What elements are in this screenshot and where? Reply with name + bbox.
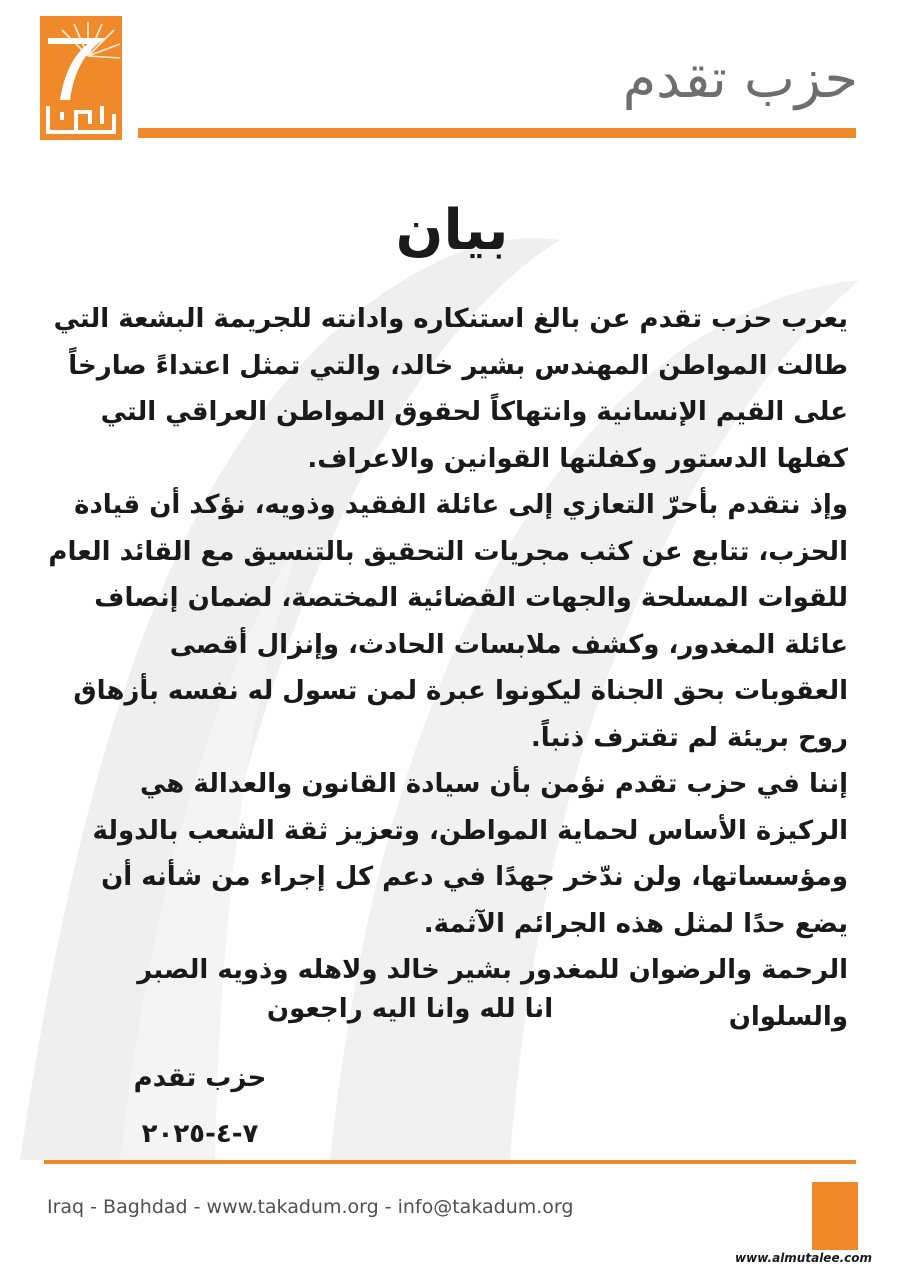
takadum-logo-icon — [40, 16, 122, 140]
header-divider — [138, 128, 856, 138]
statement-paragraph-4: الرحمة والرضوان للمغدور بشير خالد ولاهله وذويه الصبر والسلوان — [137, 955, 848, 1032]
signature-name: حزب تقدم — [133, 1063, 267, 1093]
statement-paragraph-1: يعرب حزب تقدم عن بالغ استنكاره وادانته للجريمة البشعة التي طالت المواطن المهندس بشير خالد، والتي تمثل اعتداءً صارخاً على القيم الإنسانية وانتهاكاً لحقوق المواطن العراقي التي كفلها الدستور وكفلتها القوانين والاعراف. — [53, 304, 848, 474]
statement-body — [48, 296, 848, 1040]
party-logo — [40, 16, 122, 140]
statement-paragraph-2: وإذ نتقدم بأحرّ التعازي إلى عائلة الفقيد وذويه، نؤكد أن قيادة الحزب، تتابع عن كثب مجريات التحقيق بالتنسيق مع القائد العام للقوات المسلحة والجهات القضائية المختصة، لضمان إنصاف عائلة المغدور، وكشف ملابسات الحادث، وإنزال أقصى العقوبات بحق الجناة ليكونوا عبرة لمن تسول له نفسه بأزهاق روح بريئة لم تقترف ذنباً. — [48, 490, 848, 753]
signature-date: ٧-٤-٢٠٢٥ — [141, 1119, 259, 1149]
footer-divider — [44, 1160, 856, 1164]
party-name-heading: حزب تقدم — [622, 47, 858, 110]
statement-paragraph-3: إننا في حزب تقدم نؤمن بأن سيادة القانون والعدالة هي الركيزة الأساس لحماية المواطن، وتعزيز ثقة الشعب بالدولة ومؤسساتها، ولن ندّخر جهدًا في دعم كل إجراء من شأنه أن يضع حدًا لمثل هذه الجرائم الآثمة. — [92, 769, 848, 939]
footer-contact: Iraq - Baghdad - www.takadum.org - info@takadum.org — [47, 1196, 574, 1218]
closing-verse: انا لله وانا اليه راجعون — [266, 994, 554, 1024]
statement-title: بيان — [395, 198, 509, 263]
source-watermark: www.almutalee.com — [731, 1250, 876, 1266]
footer-accent-block — [812, 1182, 858, 1252]
signature-block — [110, 1050, 290, 1162]
